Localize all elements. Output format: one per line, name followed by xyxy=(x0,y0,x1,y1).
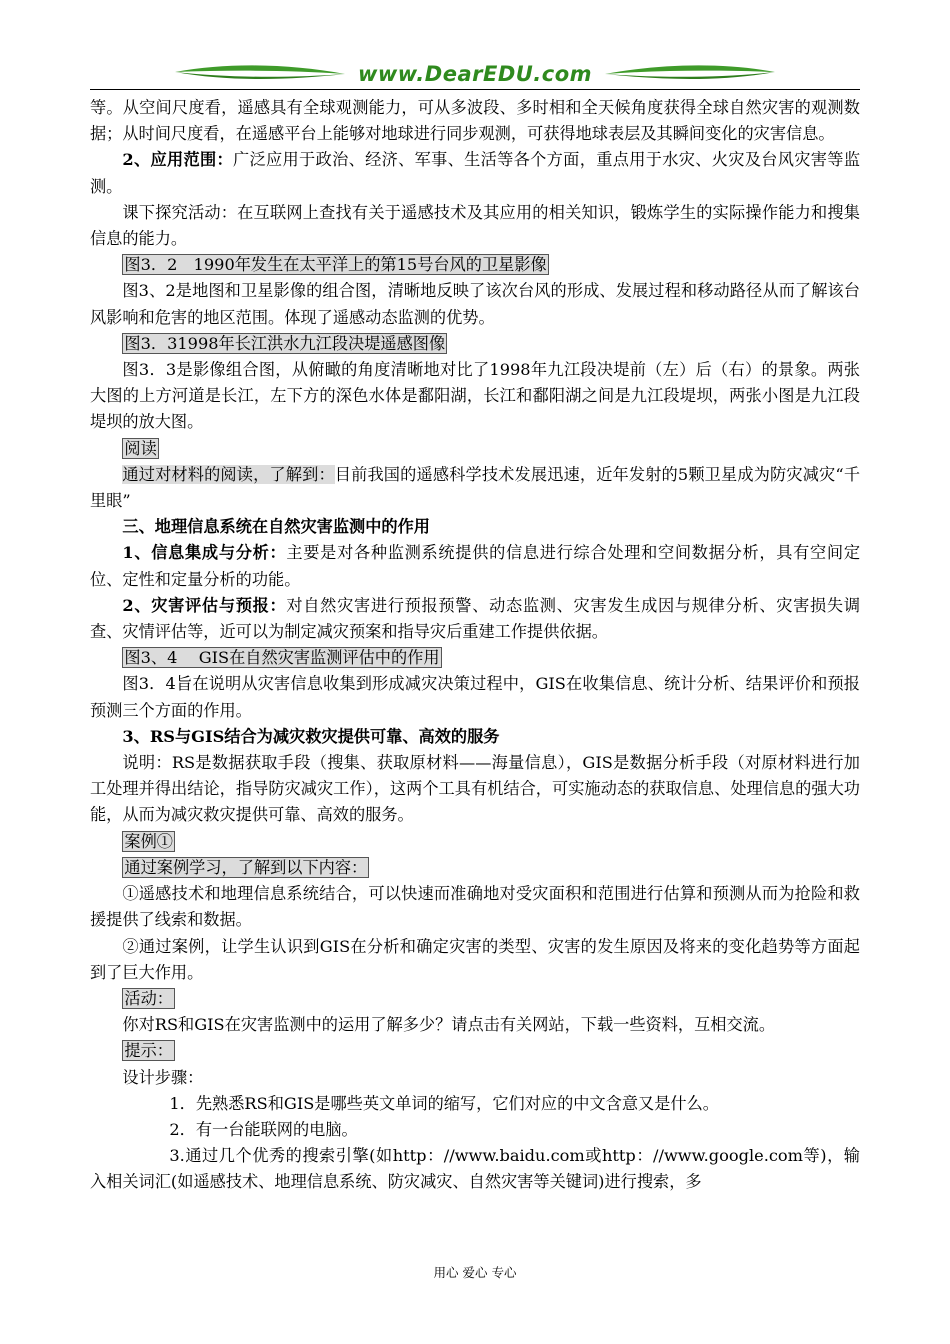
case-summary-label xyxy=(90,855,860,881)
paragraph: 2、灾害评估与预报：对自然灾害进行预报预警、动态监测、灾害发生成因与规律分析、灾害损失调查、灾情评估等，近可以为制定减灾预案和指导灾后重建工作提供依据。 xyxy=(90,595,861,642)
figure-caption xyxy=(90,645,860,671)
paragraph: 图3、2是地图和卫星影像的组合图，清晰地反映了该次台风的形成、发展过程和移动路径从而了解该台风影响和危害的地区范围。体现了遥感动态监测的优势。 xyxy=(90,281,860,327)
figure-caption-box: 图3．2 1990年发生在太平洋上的第15号台风的卫星影像 xyxy=(124,255,547,275)
case-box: 案例① xyxy=(124,831,173,851)
section-heading: 三、地理信息系统在自然灾害监测中的作用 xyxy=(122,517,430,537)
activity-label xyxy=(90,986,860,1012)
page-footer: 用心 爱心 专心 xyxy=(433,1265,517,1280)
section-label: 2、灾害评估与预报： xyxy=(122,595,287,615)
paragraph: 1、信息集成与分析：主要是对各种监测系统提供的信息进行综合处理和空间数据分析，具有空间定位、定性和定量分析的功能。 xyxy=(90,543,861,589)
hint-box: 提示： xyxy=(124,1041,173,1061)
hint-label xyxy=(90,1038,860,1064)
section-label: 1、信息集成与分析： xyxy=(122,543,287,563)
highlight-text: 通过对材料的阅读，了解到： xyxy=(122,464,335,484)
section-label: 2、应用范围： xyxy=(122,150,234,170)
reading-box: 阅读 xyxy=(124,438,157,458)
paragraph: ①遥感技术和地理信息系统结合，可以快速而准确地对受灾面积和范围进行估算和预测从而为抢险和救援提供了线索和数据。 xyxy=(90,884,860,930)
case-summary-box: 通过案例学习，了解到以下内容： xyxy=(124,857,368,877)
list-item: 1．先熟悉RS和GIS是哪些英文单词的缩写，它们对应的中文含意又是什么。 xyxy=(169,1093,719,1113)
paragraph: ②通过案例，让学生认识到GIS在分析和确定灾害的类型、灾害的发生原因及将来的变化趋势等方面起到了巨大作用。 xyxy=(90,936,860,982)
reading-label xyxy=(90,436,860,462)
site-brand[interactable]: www.DearEDU.com xyxy=(357,62,593,86)
paragraph: 课下探究活动：在互联网上查找有关于遥感技术及其应用的相关知识，锻炼学生的实际操作能力和搜集信息的能力。 xyxy=(90,202,860,249)
paragraph: 图3．3是影像组合图，从俯瞰的角度清晰地对比了1998年九江段决堤前（左）后（右）的景象。两张大图的上方河道是长江，左下方的深色水体是鄱阳湖，长江和鄱阳湖之间是九江段堤坝，两张小图是九江段堤坝的放大图。 xyxy=(90,360,860,432)
document-body xyxy=(90,95,860,1196)
paragraph: 设计步骤： xyxy=(122,1067,204,1087)
figure-caption xyxy=(90,331,860,357)
site-header-banner xyxy=(90,58,860,92)
case-label xyxy=(90,829,860,855)
paragraph: 等。从空间尺度看，遥感具有全球观测能力，可从多波段、多时相和全天候角度获得全球自然灾害的观测数据；从时间尺度看，在遥感平台上能够对地球进行同步观测，可获得地球表层及其瞬间变化的灾害信息。 xyxy=(90,98,860,144)
section-heading: 3、RS与GIS结合为减灾救灾提供可靠、高效的服务 xyxy=(122,726,500,746)
figure-caption xyxy=(90,252,860,278)
list-item: 2．有一台能联网的电脑。 xyxy=(169,1119,358,1139)
paragraph: 2、应用范围：广泛应用于政治、经济、军事、生活等各个方面，重点用于水灾、火灾及台风灾害等监测。 xyxy=(90,150,861,196)
paragraph: 通过对材料的阅读，了解到：目前我国的遥感科学技术发展迅速，近年发射的5颗卫星成为防灾减灾“千里眼” xyxy=(90,464,861,511)
paragraph: 图3．4旨在说明从灾害信息收集到形成减灾决策过程中，GIS在收集信息、统计分析、结果评价和预报预测三个方面的作用。 xyxy=(90,674,860,720)
paragraph: 你对RS和GIS在灾害监测中的运用了解多少？请点击有关网站，下载一些资料，互相交流。 xyxy=(122,1015,776,1035)
list-item: 3.通过几个优秀的搜索引擎(如http：//www.baidu.com或http：//www.google.com等)，输入相关词汇(如遥感技术、地理信息系统、防灾减灾、自然灾害等关键词)进行搜索，多 xyxy=(90,1146,860,1192)
paragraph: 说明：RS是数据获取手段（搜集、获取原材料——海量信息），GIS是数据分析手段（对原材料进行加工处理并得出结论，指导防灾减灾工作），这两个工具有机结合，可实施动态的获取信息、处理信息的强大功能，从而为减灾救灾提供可靠、高效的服务。 xyxy=(90,753,860,825)
figure-caption-box: 图3、4 GIS在自然灾害监测评估中的作用 xyxy=(124,648,440,668)
header-rule xyxy=(90,89,860,90)
figure-caption-box: 图3．31998年长江洪水九江段决堤遥感图像 xyxy=(124,333,446,353)
activity-box: 活动： xyxy=(124,988,173,1008)
